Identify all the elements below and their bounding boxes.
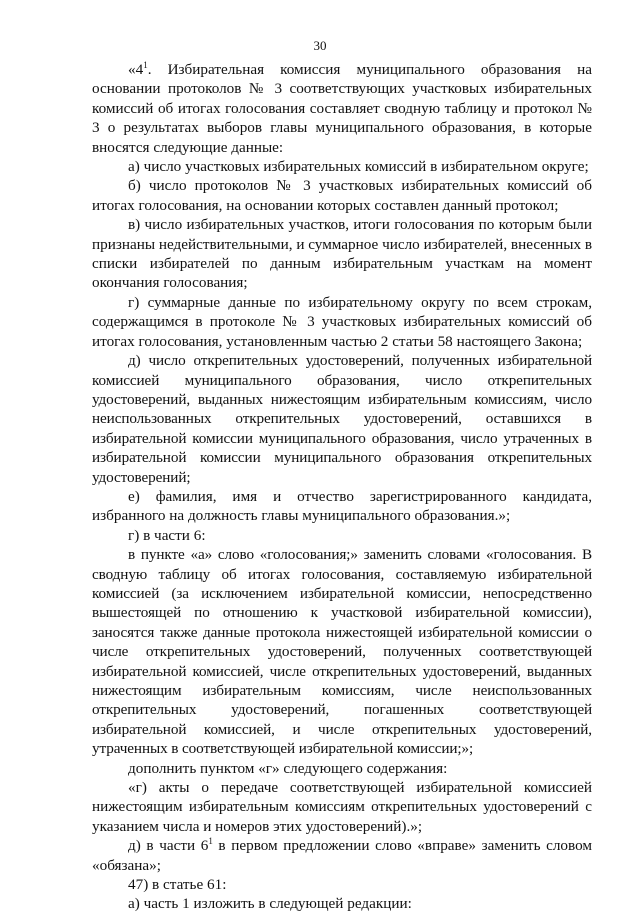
paragraph-point-a-replacement: в пункте «а» слово «голосования;» заменить словами «голосования. В сводную таблицу об итогах голосования, составляемую избирательной комиссией (за исключением избирательной комиссии, непосредственно вышестоящей по отношению к участковой избирательной комиссии), заносятся также данные протокола нижестоящей избирательной комиссии о числе открепительных удостоверений, полученных соответствующей избирательной комиссией, числе открепительных удостоверений, выданных нижестоящим избирательным комиссиям, числе неиспользованных открепительных удостоверений, погашенных соответствующей избирательной комиссией, и числе открепительных удостоверений, утраченных в соответствующей избирательной комиссии;»;	[92, 546, 592, 758]
paragraph-item-a: а) число участковых избирательных комиссий в избирательном округе;	[128, 158, 589, 176]
paragraph-part-6: г) в части 6:	[128, 526, 206, 544]
paragraph-add-point-g: дополнить пунктом «г» следующего содержания:	[128, 759, 448, 777]
paragraph-part-1: а) часть 1 изложить в следующей редакции:	[128, 895, 412, 913]
paragraph-item-e: е) фамилия, имя и отчество зарегистрированного кандидата, избранного на должность главы муниципального образования.»;	[92, 487, 592, 525]
paragraph-part-6-1: д) в части $6^1$ в первом предложении слово «вправе» заменить словом «обязана»;	[92, 836, 593, 874]
superscript: 1	[143, 59, 148, 70]
page-number: 30	[313, 38, 327, 53]
paragraph-item-b: б) число протоколов № 3 участковых избирательных комиссий об итогах голосования, на основании которых составлен данный протокол;	[92, 177, 592, 214]
paragraph-item-v: в) число избирательных участков, итоги голосования по которым были признаны недействительными, и суммарное число избирателей, внесенных в списки избирателей по данным избирательным участкам на момент окончания голосования;	[92, 216, 593, 292]
paragraph-item-d: д) число открепительных удостоверений, полученных избирательной комиссией муниципального образования, число открепительных удостоверений, выданных нижестоящим избирательным комиссиям, число неиспользованных открепительных удостоверений, оставшихся в избирательной комиссии муниципального образования, число утраченных в избирательной комиссии муниципального образования открепительных удостоверений;	[92, 352, 592, 486]
paragraph-article-4-1: «$4^1$. Избирательная комиссия муниципального образования на основании протоколов № 3 соответствующих участковых избирательных комиссий об итогах голосования составляет сводную таблицу и протокол № 3 о результатах выборов главы муниципального образования, в которые вносятся следующие данные:	[92, 59, 592, 156]
paragraph-item-g: г) суммарные данные по избирательному округу по всем строкам, содержащимся в протоколе № 3 участковых избирательных комиссий об итогах голосования, установленным частью 2 статьи 58 настоящего Закона;	[92, 293, 592, 350]
paragraph-article-61: 47) в статье 61:	[128, 876, 227, 894]
superscript: 1	[208, 836, 213, 847]
paragraph-point-g-text: «г) акты о передаче соответствующей избирательной комиссией нижестоящим избирательным комиссиям открепительных удостоверений с указанием числа и номеров этих удостоверений).»;	[92, 779, 592, 835]
document-body	[92, 60, 592, 914]
